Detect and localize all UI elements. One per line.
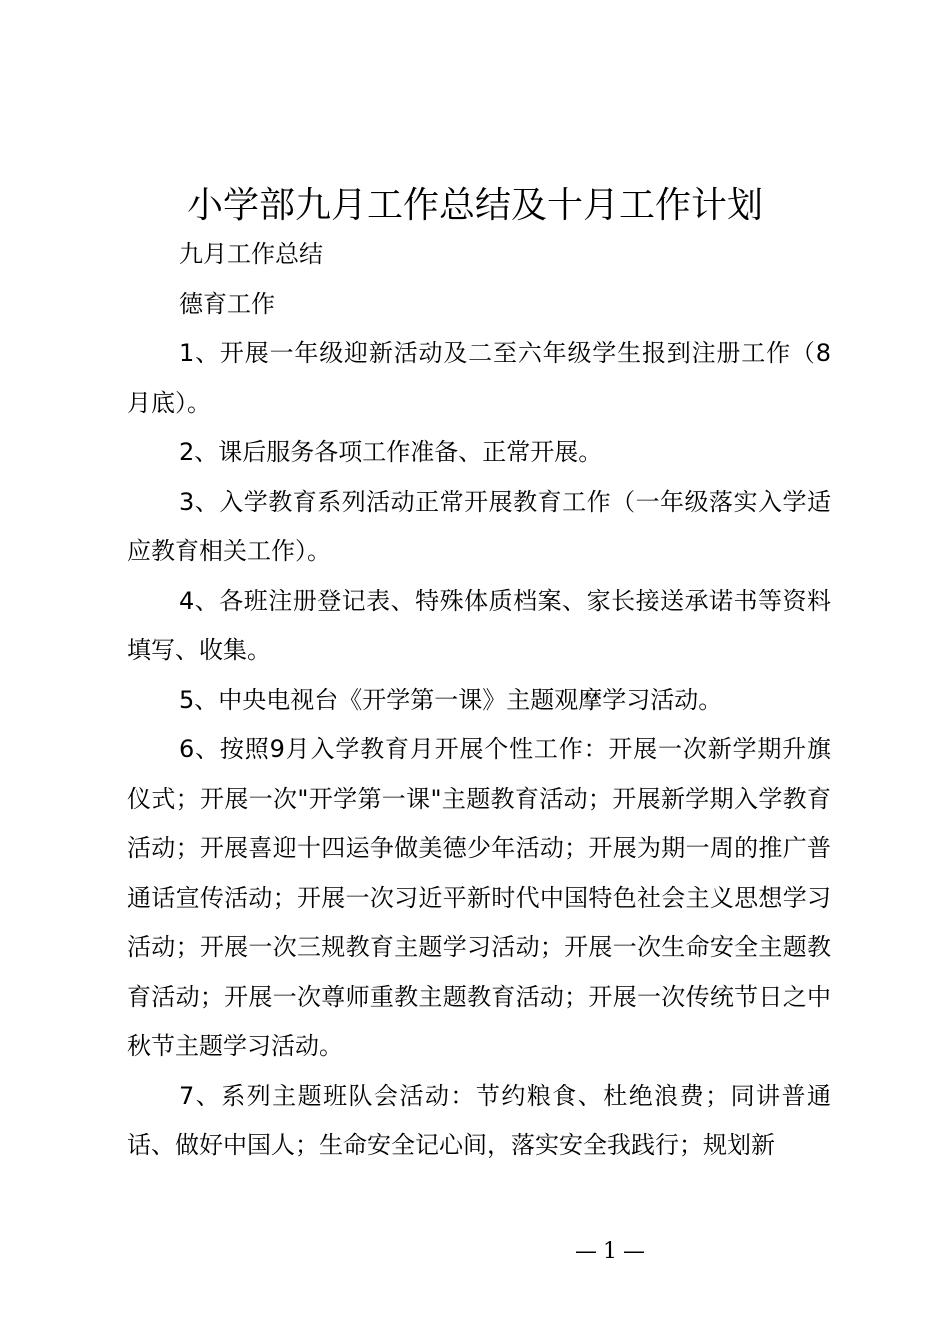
list-item-5: 5、中央电视台《开学第一课》主题观摩学习活动。: [179, 685, 723, 714]
section-heading-moral-education: 德育工作: [179, 289, 275, 318]
page-number-right-dash: —: [623, 1239, 645, 1264]
document-body: [127, 230, 831, 1171]
page-number: [0, 1237, 950, 1267]
document-title: 小学部九月工作总结及十月工作计划: [186, 185, 763, 226]
page-number-value: 1: [603, 1239, 617, 1264]
list-item-1: 1、开展一年级迎新活动及二至六年级学生报到注册工作（8月底）。: [127, 339, 831, 417]
list-item-7: 7、系列主题班队会活动：节约粮食、杜绝浪费；同讲普通话、做好中国人；生命安全记心间，落实安全我践行；规划新: [127, 1081, 831, 1159]
list-item-3: 3、入学教育系列活动正常开展教育工作（一年级落实入学适应教育相关工作）。: [127, 487, 831, 565]
list-item-4: 4、各班注册登记表、特殊体质档案、家长接送承诺书等资料填写、收集。: [127, 586, 831, 664]
list-item-2: 2、课后服务各项工作准备、正常开展。: [179, 438, 603, 466]
page-number-left-dash: —: [575, 1239, 597, 1264]
list-item-6: 6、按照9月入学教育月开展个性工作：开展一次新学期升旗仪式；开展一次"开学第一课"主题教育活动；开展新学期入学教育活动；开展喜迎十四运争做美德少年活动；开展为期一周的推广普通话宣传活动；开展一次习近平新时代中国特色社会主义思想学习活动；开展一次三规教育主题学习活动；开展一次生命安全主题教育活动；开展一次尊师重教主题教育活动；开展一次传统节日之中秋节主题学习活动。: [127, 735, 831, 1060]
section-heading-september-summary: 九月工作总结: [179, 240, 323, 268]
